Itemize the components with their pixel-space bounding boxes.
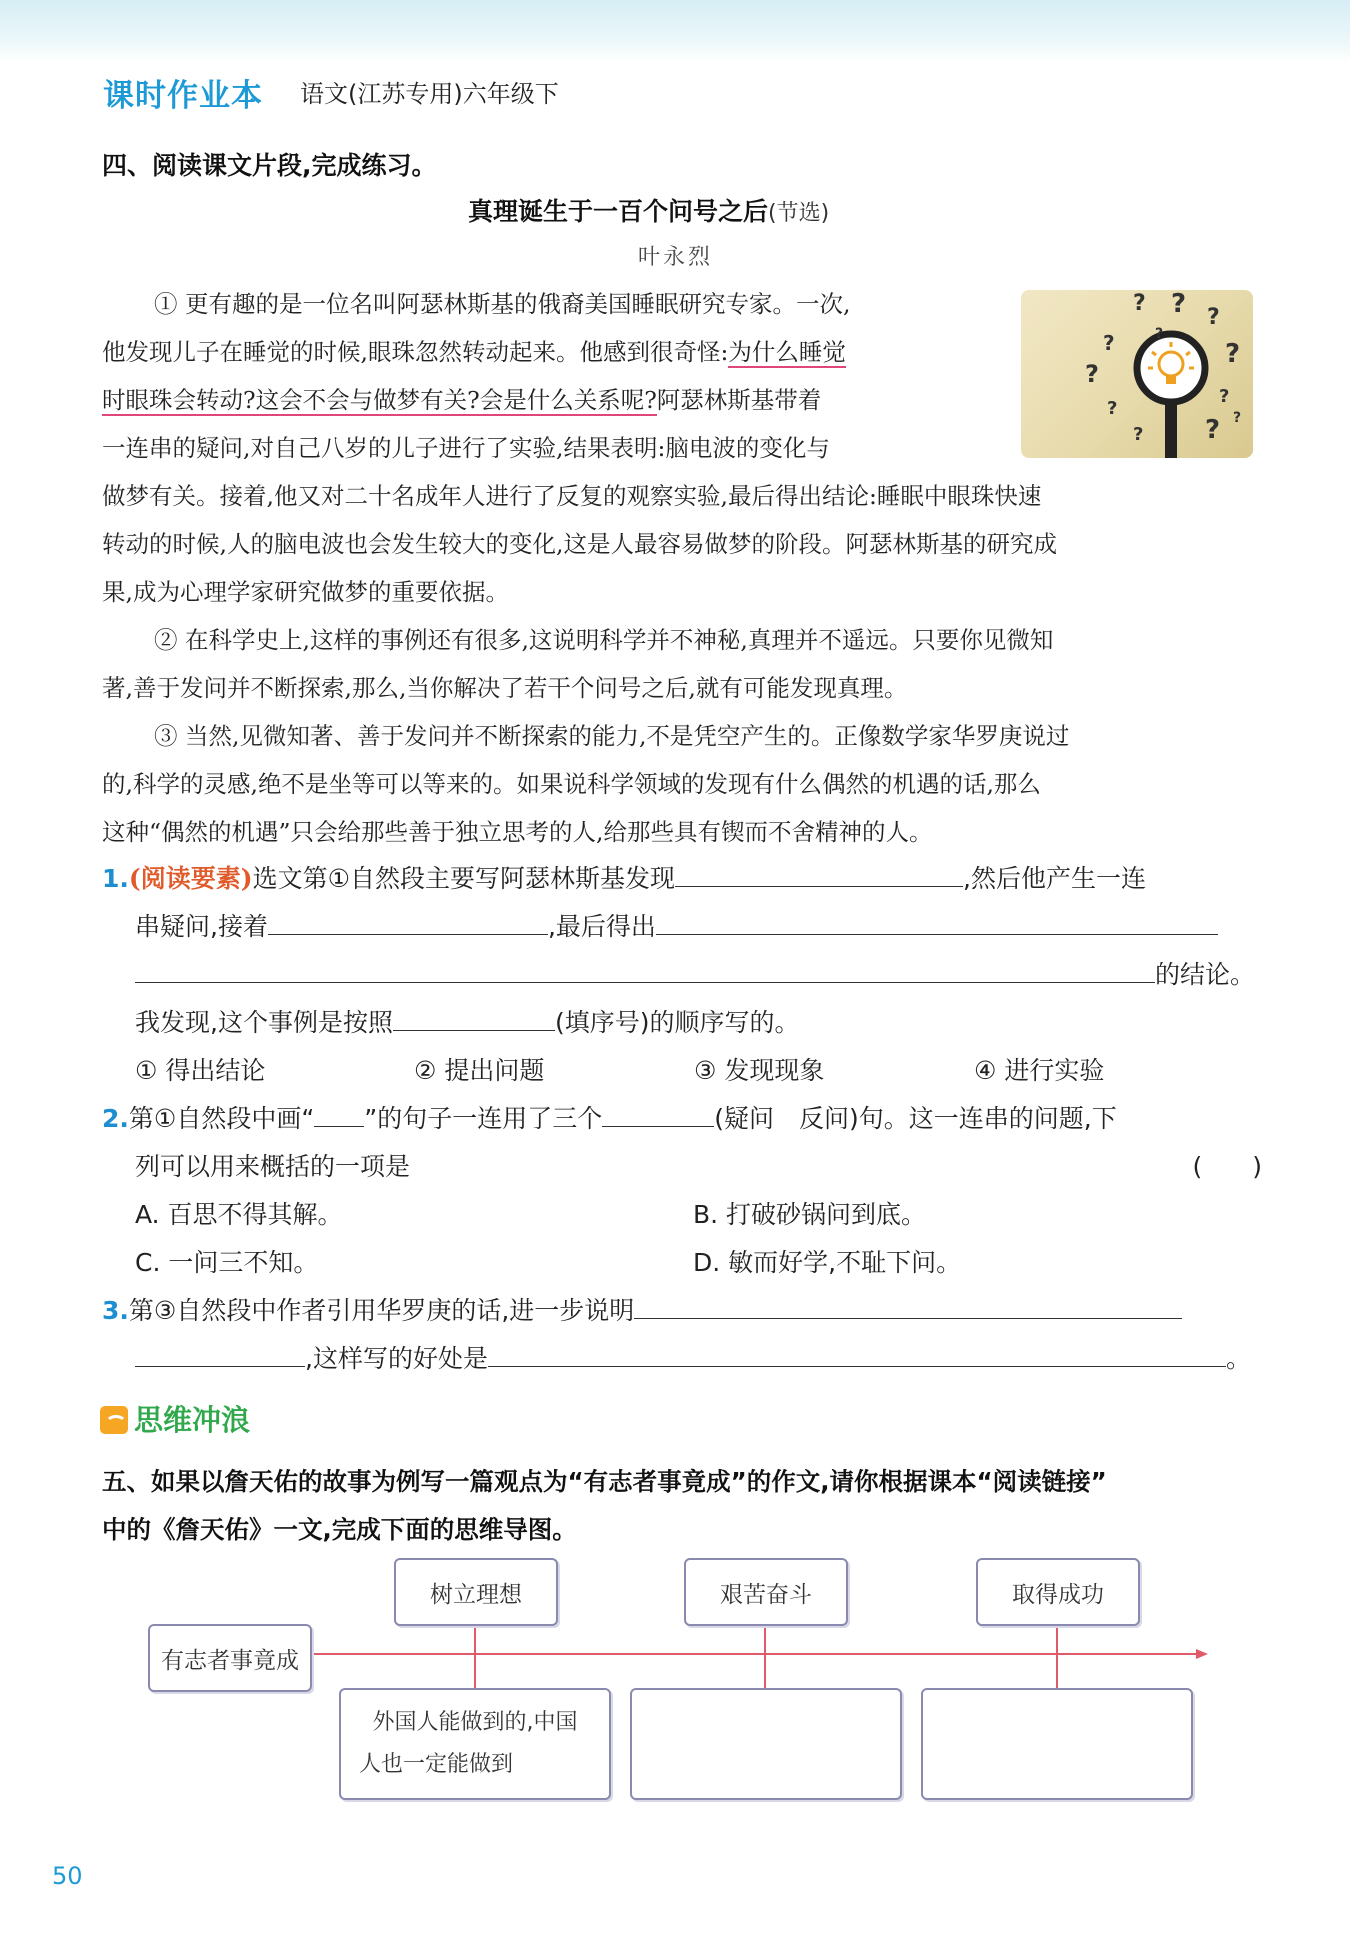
mindmap-node-ideal: 树立理想 [394,1558,558,1626]
svg-text:?: ? [1103,331,1115,355]
svg-text:?: ? [1225,339,1241,369]
q3-number: 3. [102,1296,129,1325]
question-2: 2.第①自然段中画“ ”的句子一连用了三个 (疑问 反问)句。这一连串的问题,下 列可以用来概括的一项是 ( ) A. 百思不得其解。 B. 打破砂锅问到底。 C. 一问三不知。 D. 敏而好学,不耻下问。 [102,1095,1262,1287]
thinking-heading: 思维冲浪 [100,1398,250,1439]
page-number: 50 [52,1862,83,1890]
p1-line2: 他发现儿子在睡觉的时候,眼珠忽然转动起来。他感到很奇怪:为什么睡觉 [102,338,846,366]
svg-text:?: ? [1233,410,1242,426]
q1-option-2: ② 提出问题 [414,1056,545,1085]
svg-text:?: ? [1107,398,1118,419]
p1-line5: 做梦有关。接着,他又对二十名成年人进行了反复的观察实验,最后得出结论:睡眠中眼珠快速 [102,482,1042,510]
article-title-note: (节选) [768,201,830,226]
mindmap-detail-success[interactable] [921,1688,1193,1800]
p1-line6: 转动的时候,人的脑电波也会发生较大的变化,这是人最容易做梦的阶段。阿瑟林斯基的研究成 [102,530,1057,558]
svg-text:?: ? [1207,305,1220,330]
p1-line3: 时眼珠会转动?这会不会与做梦有关?会是什么关系呢?阿瑟林斯基带着 [102,386,822,414]
article-author: 叶永烈 [638,245,714,270]
article-title-text: 真理诞生于一百个问号之后 [468,197,769,226]
q2-option-b: B. 打破砂锅问到底。 [693,1200,927,1229]
svg-text:?: ? [1205,415,1221,445]
mindmap-detail-ideal-line1: 外国人能做到的,中国 [372,1710,578,1735]
q1-number: 1. [102,864,129,893]
q2-number: 2. [102,1104,129,1133]
svg-text:?: ? [1133,291,1146,316]
p2-line1: ② 在科学史上,这样的事例还有很多,这说明科学并不神秘,真理并不遥远。只要你见微知 [154,626,1054,654]
svg-text:?: ? [1085,360,1099,388]
q1-option-1: ① 得出结论 [135,1056,266,1085]
q2-option-a: A. 百思不得其解。 [135,1200,343,1229]
q1-option-3: ③ 发现现象 [694,1056,825,1085]
svg-text:?: ? [1219,386,1230,407]
mindmap-node-struggle: 艰苦奋斗 [684,1558,848,1626]
svg-text:?: ? [1133,424,1144,445]
underlined-question-1: 为什么睡觉 [728,338,846,366]
question-3: 3.第③自然段中作者引用华罗庚的话,进一步说明 ,这样写的好处是 。 [102,1287,1262,1383]
brand-title: 课时作业本 [103,78,263,114]
p3-line3: 这种“偶然的机遇”只会给那些善于独立思考的人,给那些具有锲而不舍精神的人。 [102,818,933,846]
mindmap-node-success: 取得成功 [976,1558,1140,1626]
q2-option-d: D. 敏而好学,不耻下问。 [693,1248,962,1277]
mindmap-detail-ideal [339,1688,611,1800]
svg-text:?: ? [1155,326,1164,342]
mindmap-detail-ideal-line2: 人也一定能做到 [359,1752,514,1777]
section-four-title: 四、阅读课文片段,完成练习。 [102,151,437,180]
p3-line1: ③ 当然,见微知著、善于发问并不断探索的能力,不是凭空产生的。正像数学家华罗庚说过 [154,722,1070,750]
question-1: 1.(阅读要素)选文第①自然段主要写阿瑟林斯基发现 ,然后他产生一连 串疑问,接着 ,最后得出 的结论。 我发现,这个事例是按照 (填序号)的顺序写的。 ① 得出结论 ② 提出问题 ③ 发现现象 ④ 进行实验 [102,855,1262,1095]
section-five-line1: 五、如果以詹天佑的故事为例写一篇观点为“有志者事竟成”的作文,请你根据课本“阅读链接” [102,1467,1107,1496]
q2-option-c: C. 一问三不知。 [135,1248,319,1277]
p2-line2: 著,善于发问并不断探索,那么,当你解决了若干个问号之后,就有可能发现真理。 [102,674,908,702]
q2-answer-paren[interactable]: ( ) [1192,1152,1262,1181]
q1-option-4: ④ 进行实验 [974,1056,1105,1085]
mindmap-detail-struggle[interactable] [630,1688,902,1800]
section-five-line2: 中的《詹天佑》一文,完成下面的思维导图。 [102,1515,577,1544]
mindmap-root: 有志者事竟成 [148,1624,312,1692]
mindmap-arrow-head [1196,1649,1208,1659]
svg-text:?: ? [1171,290,1187,319]
p1-line4: 一连串的疑问,对自己八岁的儿子进行了实验,结果表明:脑电波的变化与 [102,434,830,462]
q1-tag: (阅读要素) [128,864,253,893]
subject-label: 语文(江苏专用)六年级下 [300,80,559,108]
underlined-question-2: 时眼珠会转动?这会不会与做梦有关?会是什么关系呢? [102,386,657,414]
p1-line1: ① 更有趣的是一位名叫阿瑟林斯基的俄裔美国睡眠研究专家。一次, [154,290,851,318]
p3-line2: 的,科学的灵感,绝不是坐等可以等来的。如果说科学领域的发现有什么偶然的机遇的话,那么 [102,770,1041,798]
p1-line7: 果,成为心理学家研究做梦的重要依据。 [102,578,509,606]
